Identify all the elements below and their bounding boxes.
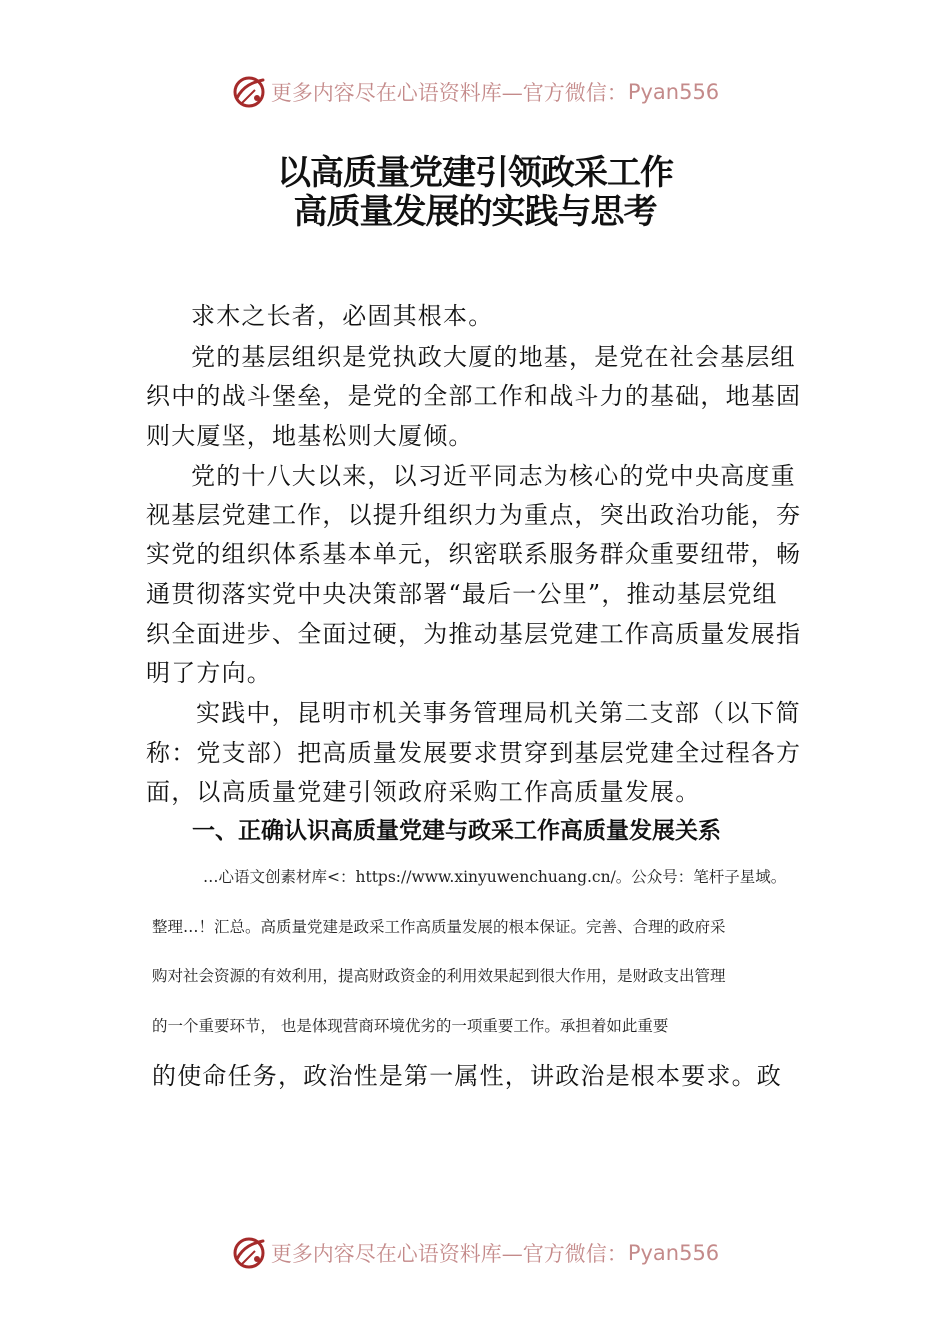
body-line: 党的基层组织是党执政大厦的地基，是党在社会基层组 [191, 343, 796, 371]
document-title [0, 154, 950, 232]
section-heading: 一、正确认识高质量党建与政采工作高质量发展关系 [192, 818, 721, 844]
small-text-line: 购对社会资源的有效利用，提高财政资金的利用效果起到很大作用，是财政支出管理 [152, 967, 726, 985]
body-line: 织全面进步、全面过硬，为推动基层党建工作高质量发展指 [146, 620, 802, 648]
body-line-last: 的使命任务，政治性是第一属性，讲政治是根本要求。政 [152, 1062, 782, 1090]
small-text-line: 的一个重要环节， 也是体现营商环境优劣的一项重要工作。承担着如此重要 [152, 1017, 669, 1035]
body-line: 求木之长者，必固其根本。 [191, 302, 494, 330]
top-banner [0, 72, 950, 112]
body-line: 通贯彻落实党中央决策部署“最后一公里”，推动基层党组 [146, 580, 778, 608]
title-line-1: 以高质量党建引领政采工作 [277, 153, 673, 193]
body-line: 称：党支部）把高质量发展要求贯穿到基层党建全过程各方 [146, 739, 802, 767]
body-line: 实党的组织体系基本单元，织密联系服务群众重要纽带，畅 [146, 540, 802, 568]
body-line: 则大厦坚，地基松则大厦倾。 [146, 422, 474, 450]
banner-text: 更多内容尽在心语资料库—官方微信： [270, 81, 628, 105]
body-line: 面，以高质量党建引领政府采购工作高质量发展。 [146, 778, 701, 806]
body-line: 实践中，昆明市机关事务管理局机关第二支部（以下简 [196, 699, 801, 727]
small-text-line: …心语文创素材库<：https://www.xinyuwenchuang.cn/。公众号：笔杆子星域。 [203, 868, 787, 886]
body-line: 视基层党建工作，以提升组织力为重点，突出政治功能，夯 [146, 501, 802, 529]
banner-wechat-id: Pyan556 [627, 1241, 720, 1265]
seal-logo-icon [231, 74, 267, 110]
body-line: 明了方向。 [146, 659, 272, 687]
body-line: 织中的战斗堡垒，是党的全部工作和战斗力的基础，地基固 [146, 382, 802, 410]
bottom-banner [0, 1233, 950, 1273]
body-line: 党的十八大以来，以习近平同志为核心的党中央高度重 [191, 462, 796, 490]
banner-wechat-id: Pyan556 [627, 80, 720, 104]
title-line-2: 高质量发展的实践与思考 [293, 192, 657, 232]
banner-text: 更多内容尽在心语资料库—官方微信： [270, 1242, 628, 1266]
seal-logo-icon [231, 1235, 267, 1271]
small-text-line: 整理…！汇总。高质量党建是政采工作高质量发展的根本保证。完善、合理的政府采 [152, 918, 726, 936]
